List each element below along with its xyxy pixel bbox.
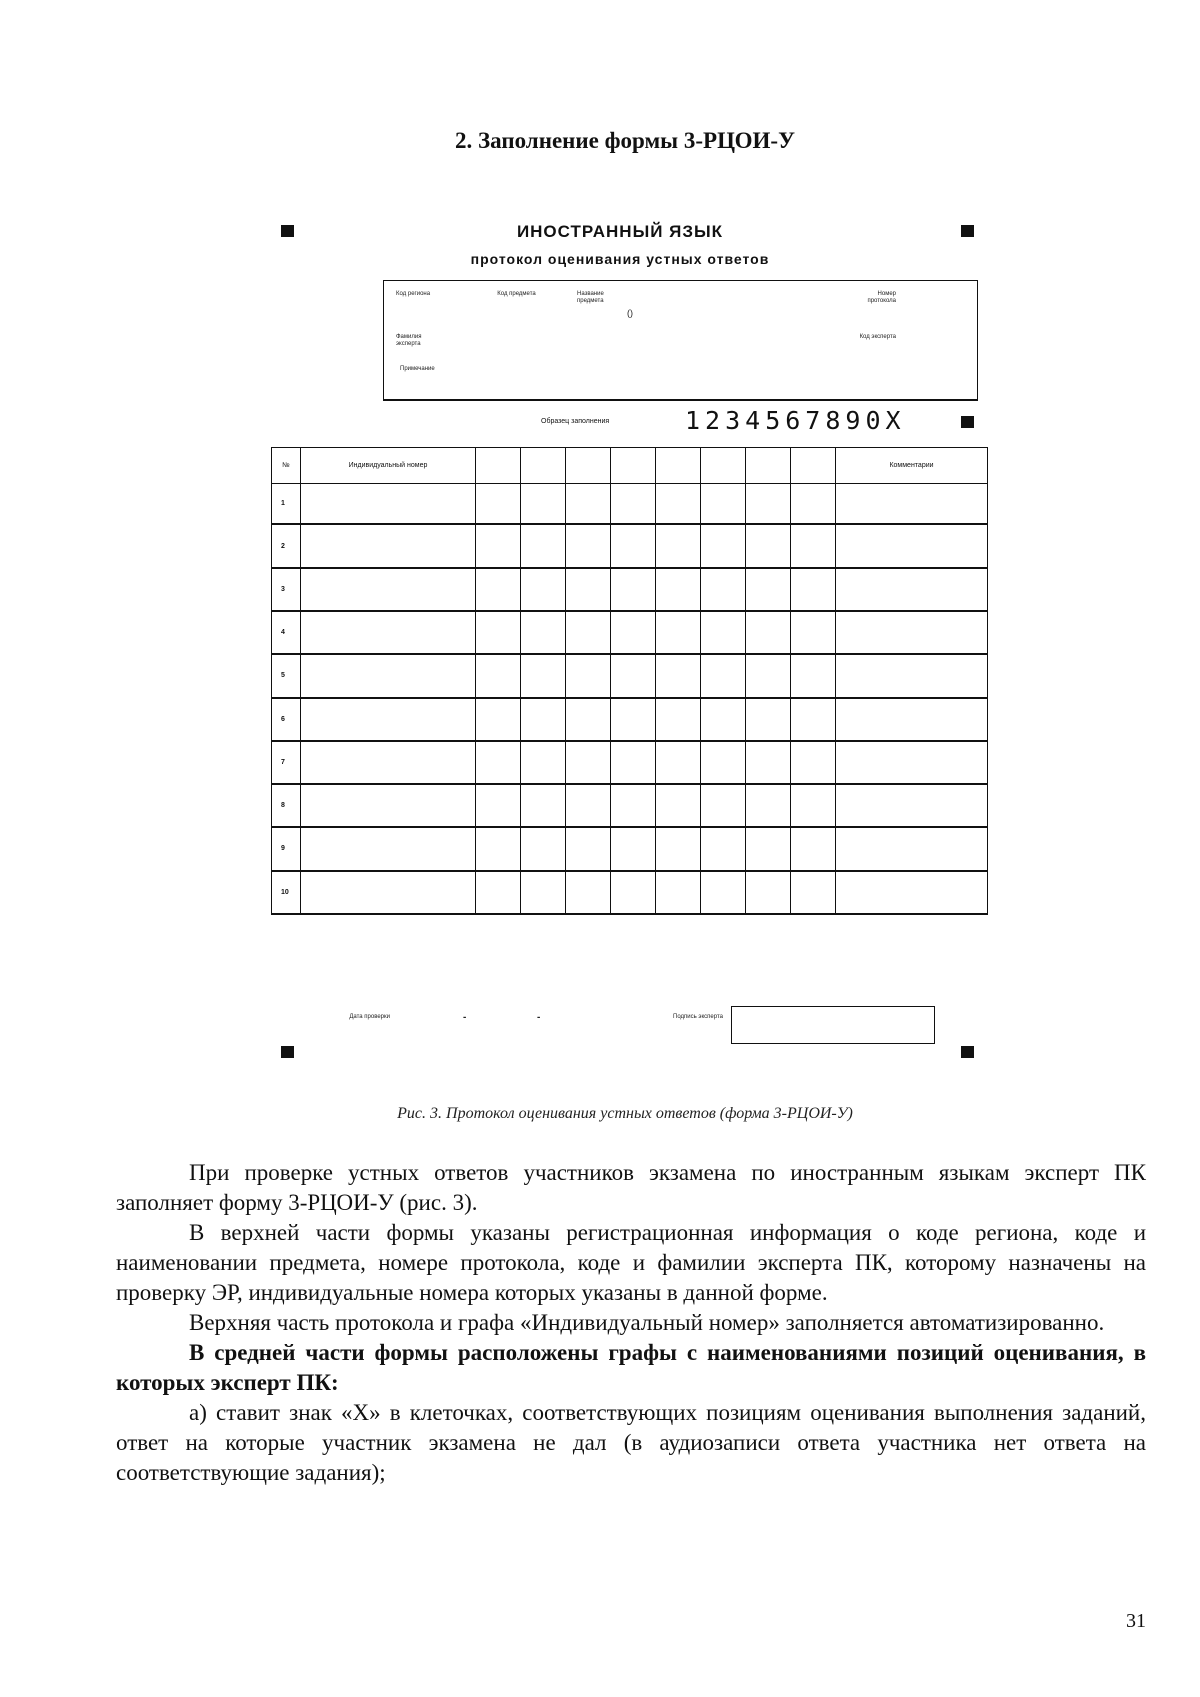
score-cell — [611, 871, 656, 914]
row-number: 7 — [272, 741, 301, 784]
score-cell — [476, 568, 521, 611]
row-number: 1 — [272, 484, 301, 525]
score-cell — [611, 524, 656, 567]
section-title: 2. Заполнение формы 3-РЦОИ-У — [455, 128, 795, 153]
score-cell — [701, 524, 746, 567]
registration-marker-mid-right — [961, 416, 974, 428]
score-cell — [656, 568, 701, 611]
figure-caption: Рис. 3. Протокол оценивания устных ответов (форма 3-РЦОИ-У) — [397, 1105, 853, 1122]
page-number: 31 — [1126, 1610, 1146, 1632]
score-cell — [791, 784, 836, 827]
score-cell — [521, 484, 566, 525]
table-row — [272, 524, 988, 567]
score-cell — [521, 741, 566, 784]
subject-code-label: Код предмета — [497, 291, 536, 297]
row-number: 3 — [272, 568, 301, 611]
score-cell — [791, 698, 836, 741]
date-separator: - — [463, 1012, 467, 1023]
id-cell — [301, 784, 476, 827]
score-cell — [521, 568, 566, 611]
score-cell — [791, 568, 836, 611]
sample-label: Образец заполнения — [541, 418, 610, 425]
comment-cell — [836, 741, 988, 784]
score-cell — [611, 484, 656, 525]
sample-digits: 1234567890X — [685, 406, 906, 435]
registration-marker-top-right — [961, 225, 974, 237]
score-col-header — [611, 448, 656, 484]
score-col-header — [791, 448, 836, 484]
score-cell — [791, 484, 836, 525]
score-col-header — [701, 448, 746, 484]
comment-cell — [836, 698, 988, 741]
comment-cell — [836, 654, 988, 697]
score-cell — [656, 871, 701, 914]
score-cell — [656, 654, 701, 697]
score-cell — [791, 827, 836, 870]
score-cell — [791, 654, 836, 697]
score-cell — [746, 611, 791, 654]
score-cell — [656, 524, 701, 567]
score-cell — [476, 484, 521, 525]
id-cell — [301, 568, 476, 611]
score-cell — [566, 698, 611, 741]
table-row — [272, 654, 988, 697]
notes-label: Примечание — [400, 366, 435, 372]
paragraph-5: а) ставит знак «Х» в клеточках, соответствующих позициям оценивания выполнения заданий, ответ на которые участник экзамена не дал (в аудиозаписи ответа участника нет ответа на соответствующие задания); — [116, 1400, 1146, 1485]
score-cell — [611, 568, 656, 611]
score-cell — [701, 611, 746, 654]
score-cell — [791, 871, 836, 914]
paragraph-4-bold: В средней части формы расположены графы с наименованиями позиций оценивания, в которых эксперт ПК: — [116, 1340, 1146, 1395]
date-label: Дата проверки — [349, 1014, 390, 1020]
region-label: Код региона — [396, 291, 431, 297]
score-cell — [746, 524, 791, 567]
score-cell — [521, 827, 566, 870]
score-cell — [566, 827, 611, 870]
score-cell — [656, 484, 701, 525]
body-text — [116, 1158, 1146, 1488]
id-cell — [301, 871, 476, 914]
score-cell — [566, 611, 611, 654]
row-number: 9 — [272, 827, 301, 870]
score-cell — [701, 484, 746, 525]
id-cell — [301, 741, 476, 784]
score-cell — [566, 524, 611, 567]
score-cell — [701, 698, 746, 741]
table-row — [272, 871, 988, 914]
score-cell — [566, 654, 611, 697]
score-cell — [701, 784, 746, 827]
id-cell — [301, 484, 476, 525]
score-cell — [611, 741, 656, 784]
score-cell — [611, 611, 656, 654]
score-cell — [476, 784, 521, 827]
score-cell — [656, 784, 701, 827]
row-number: 10 — [272, 871, 301, 914]
row-number: 2 — [272, 524, 301, 567]
date-separator: - — [537, 1012, 541, 1023]
comment-cell — [836, 827, 988, 870]
registration-header-box — [383, 280, 978, 401]
signature-box — [731, 1006, 935, 1044]
scores-table — [271, 447, 988, 915]
comment-cell — [836, 568, 988, 611]
score-cell — [746, 484, 791, 525]
row-number: 6 — [272, 698, 301, 741]
score-col-header — [476, 448, 521, 484]
score-cell — [611, 784, 656, 827]
signature-label: Подпись эксперта — [673, 1014, 723, 1020]
score-cell — [611, 654, 656, 697]
score-cell — [701, 654, 746, 697]
paragraph-2: В верхней части формы указаны регистрационная информация о коде региона, коде и наименовании предмета, номере протокола, коде и фамилии эксперта ПК, которому назначены на проверку ЭР, индивидуальные номера которых указаны в данной форме. — [116, 1220, 1146, 1305]
score-cell — [476, 871, 521, 914]
form-subtitle: протокол оценивания устных ответов — [470, 251, 770, 267]
table-row — [272, 741, 988, 784]
score-cell — [521, 871, 566, 914]
paragraph-3: Верхняя часть протокола и графа «Индивидуальный номер» заполняется автоматизированно. — [189, 1310, 1105, 1335]
score-cell — [701, 871, 746, 914]
score-col-header — [566, 448, 611, 484]
id-cell — [301, 611, 476, 654]
score-col-header — [656, 448, 701, 484]
score-cell — [701, 568, 746, 611]
expert-code-label: Код эксперта — [859, 334, 896, 340]
table-row — [272, 568, 988, 611]
id-cell — [301, 524, 476, 567]
score-cell — [566, 484, 611, 525]
score-cell — [521, 611, 566, 654]
score-cell — [746, 827, 791, 870]
expert-name-label: Фамилия эксперта — [396, 334, 422, 347]
comment-cell — [836, 871, 988, 914]
score-cell — [476, 741, 521, 784]
score-cell — [746, 871, 791, 914]
col-number-header: № — [272, 448, 301, 484]
paragraph-1: При проверке устных ответов участников экзамена по иностранным языкам эксперт ПК заполняет форму 3-РЦОИ-У (рис. 3). — [116, 1160, 1146, 1215]
score-cell — [476, 611, 521, 654]
score-cell — [746, 654, 791, 697]
subject-name-label: Название предмета — [577, 291, 604, 304]
table-header-row — [272, 448, 988, 484]
table-row — [272, 484, 988, 525]
score-cell — [566, 871, 611, 914]
score-cell — [746, 698, 791, 741]
score-cell — [476, 654, 521, 697]
comment-cell — [836, 484, 988, 525]
row-number: 4 — [272, 611, 301, 654]
comment-cell — [836, 611, 988, 654]
score-cell — [746, 741, 791, 784]
score-cell — [701, 827, 746, 870]
score-cell — [656, 611, 701, 654]
score-cell — [566, 784, 611, 827]
score-cell — [476, 524, 521, 567]
score-cell — [476, 827, 521, 870]
comment-cell — [836, 784, 988, 827]
score-cell — [521, 698, 566, 741]
score-cell — [611, 698, 656, 741]
score-col-header — [521, 448, 566, 484]
score-cell — [656, 827, 701, 870]
id-cell — [301, 654, 476, 697]
score-cell — [566, 741, 611, 784]
score-cell — [521, 784, 566, 827]
comment-cell — [836, 524, 988, 567]
score-col-header — [746, 448, 791, 484]
col-comment-header: Комментарии — [836, 448, 988, 484]
score-cell — [476, 698, 521, 741]
registration-marker-bottom-left — [281, 1046, 294, 1058]
row-number: 8 — [272, 784, 301, 827]
score-cell — [656, 741, 701, 784]
form-title: ИНОСТРАННЫЙ ЯЗЫК — [516, 222, 724, 241]
id-cell — [301, 827, 476, 870]
table-row — [272, 784, 988, 827]
score-cell — [611, 827, 656, 870]
score-cell — [521, 524, 566, 567]
score-cell — [521, 654, 566, 697]
table-row — [272, 611, 988, 654]
score-cell — [746, 568, 791, 611]
paragraph-4 — [116, 1338, 1146, 1398]
score-cell — [791, 524, 836, 567]
col-id-header: Индивидуальный номер — [301, 448, 476, 484]
protocol-number-label: Номер протокола — [867, 291, 896, 304]
table-row — [272, 827, 988, 870]
score-cell — [791, 741, 836, 784]
score-cell — [701, 741, 746, 784]
score-cell — [746, 784, 791, 827]
score-cell — [566, 568, 611, 611]
registration-marker-bottom-right — [961, 1046, 974, 1058]
score-cell — [656, 698, 701, 741]
table-row — [272, 698, 988, 741]
id-cell — [301, 698, 476, 741]
score-cell — [791, 611, 836, 654]
row-number: 5 — [272, 654, 301, 697]
subject-name-value: () — [627, 308, 633, 318]
